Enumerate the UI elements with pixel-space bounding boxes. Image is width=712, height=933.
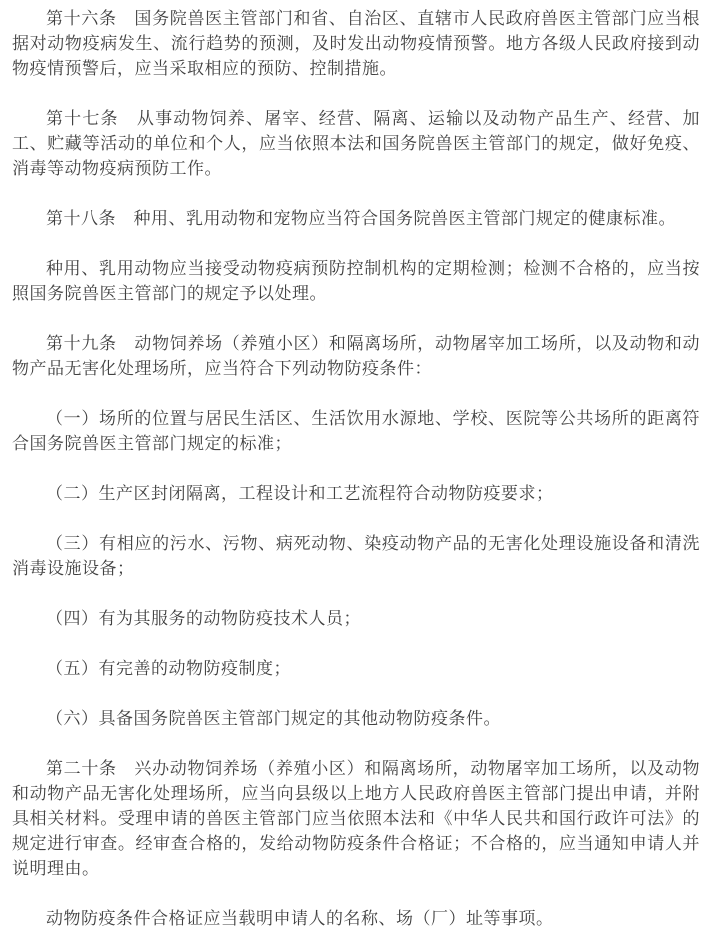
legal-paragraph-article-18-clause-2: 种用、乳用动物应当接受动物疫病预防控制机构的定期检测；检测不合格的，应当按照国务院兽医主管部门的规定予以处理。 (12, 259, 700, 303)
legal-paragraph-article-19: 第十九条 动物饲养场（养殖小区）和隔离场所，动物屠宰加工场所，以及动物和动物产品无害化处理场所，应当符合下列动物防疫条件： (12, 334, 700, 378)
legal-paragraph-article-16: 第十六条 国务院兽医主管部门和省、自治区、直辖市人民政府兽医主管部门应当根据对动物疫病发生、流行趋势的预测，及时发出动物疫情预警。地方各级人民政府接到动物疫情预警后，应当采取相应的预防、控制措施。 (12, 9, 700, 78)
legal-paragraph-article-20-clause-2: 动物防疫条件合格证应当载明申请人的名称、场（厂）址等事项。 (46, 909, 554, 928)
legal-paragraph-article-19-item-2: （二）生产区封闭隔离，工程设计和工艺流程符合动物防疫要求； (46, 484, 554, 503)
legal-paragraph-article-19-item-5: （五）有完善的动物防疫制度； (46, 659, 291, 678)
legal-paragraph-article-18: 第十八条 种用、乳用动物和宠物应当符合国务院兽医主管部门规定的健康标准。 (46, 209, 676, 228)
legal-paragraph-article-20: 第二十条 兴办动物饲养场（养殖小区）和隔离场所，动物屠宰加工场所，以及动物和动物产品无害化处理场所，应当向县级以上地方人民政府兽医主管部门提出申请，并附具相关材料。受理申请的兽医主管部门应当依照本法和《中华人民共和国行政许可法》的规定进行审查。经审查合格的，发给动物防疫条件合格证；不合格的，应当通知申请人并说明理由。 (12, 759, 700, 878)
legal-paragraph-article-17: 第十七条 从事动物饲养、屠宰、经营、隔离、运输以及动物产品生产、经营、加工、贮藏等活动的单位和个人，应当依照本法和国务院兽医主管部门的规定，做好免疫、消毒等动物疫病预防工作。 (12, 109, 700, 178)
legal-paragraph-article-19-item-4: （四）有为其服务的动物防疫技术人员； (46, 609, 361, 628)
legal-paragraph-article-19-item-6: （六）具备国务院兽医主管部门规定的其他动物防疫条件。 (46, 709, 501, 728)
legal-paragraph-article-19-item-1: （一）场所的位置与居民生活区、生活饮用水源地、学校、医院等公共场所的距离符合国务院兽医主管部门规定的标准； (12, 409, 700, 453)
legal-paragraph-article-19-item-3: （三）有相应的污水、污物、病死动物、染疫动物产品的无害化处理设施设备和清洗消毒设施设备； (12, 534, 700, 578)
